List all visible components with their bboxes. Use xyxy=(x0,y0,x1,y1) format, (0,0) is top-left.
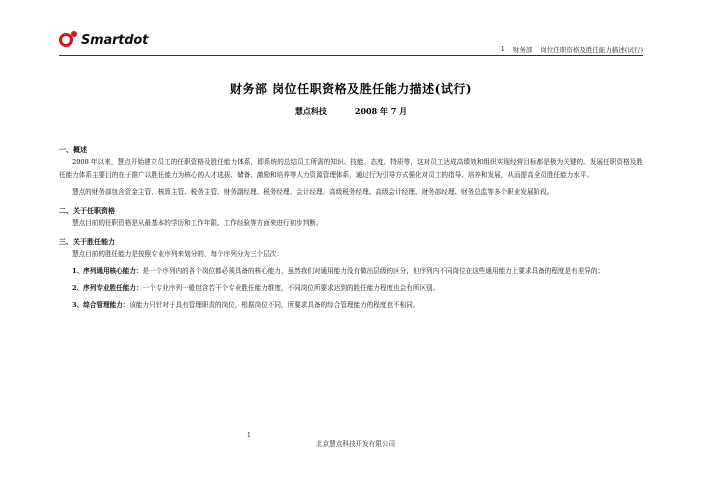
list-item xyxy=(59,265,643,278)
document-date: 2008 年 7 月 xyxy=(354,106,408,116)
header-department: 财务部 xyxy=(512,46,533,54)
document-body xyxy=(59,143,643,312)
list-item-label: 3、综合管理能力： xyxy=(72,301,130,309)
section-heading-qualification: 二、关于任职资格 xyxy=(59,206,115,215)
header-doc-title: 岗位任职资格及胜任能力描述(试行) xyxy=(540,46,643,54)
list-item-label: 2、序列专业胜任能力： xyxy=(72,284,143,292)
paragraph: 慧点目前的胜任能力是按照专业序列来划分的，每个序列分为三个层次： xyxy=(72,250,283,258)
list-item-text: 该能力只针对于具有管理职责的岗位，根据岗位不同，所要求具备的综合管理能力的程度也不相同。 xyxy=(129,301,420,309)
list-item-label: 1、序列通用核心能力： xyxy=(72,267,143,275)
logo-text: Smartdot xyxy=(81,32,149,48)
footer-company: 北京慧点科技开发有限公司 xyxy=(316,440,396,448)
company-name: 慧点科技 xyxy=(294,106,327,116)
running-header xyxy=(501,45,643,54)
header-page-number: 1 xyxy=(500,45,505,53)
document-subtitle xyxy=(0,106,702,117)
section-heading-competency: 三、关于胜任能力 xyxy=(59,237,115,246)
paragraph: 2008 年以来，慧点开始建立员工的任职资格及胜任能力体系，即系统的总结员工所需的知识、技能、态度、特质等，这对员工达成高绩效和组织实现经营目标都是极为关键的。发展任职资格及胜任能力体系主要目的在于推广以胜任能力为核心的人才选拔、储备、激励和培养等人力资源管理体系，通过行为引导方式强化对员工的指导、培养和发展，从而提高全员胜任能力水平。 xyxy=(59,158,643,179)
paragraph: 慧点的财务部包含资金主管、核算主管、税务主管、财务副经理、税务经理、会计经理、高级税务经理、高级会计经理、财务部经理、财务总监等多个职业发展阶段。 xyxy=(72,188,554,196)
section-heading-overview: 一、概述 xyxy=(59,145,87,154)
company-logo xyxy=(59,30,148,50)
list-item xyxy=(59,299,643,312)
footer-page-number: 1 xyxy=(247,432,251,439)
header-divider xyxy=(59,55,643,56)
paragraph: 慧点目前的任职资格是从最基本的学历和工作年限、工作经验等方面来进行初步判断。 xyxy=(72,219,323,227)
list-item-text: 一个专业序列一般包含若干个专业胜任能力维度，不同岗位所要求达到的胜任能力程度也会有所区别。 xyxy=(142,284,440,292)
document-title: 财务部 岗位任职资格及胜任能力描述(试行) xyxy=(229,82,473,96)
list-item-text: 是一个序列内的各个岗位都必须具备的核心能力，虽然我们对通用能力没有做出层级的区分，但序列内不同岗位在这些通用能力上要求具备的程度是有差异的； xyxy=(142,267,605,275)
list-item xyxy=(59,282,643,295)
smartdot-logo-icon xyxy=(59,31,79,49)
